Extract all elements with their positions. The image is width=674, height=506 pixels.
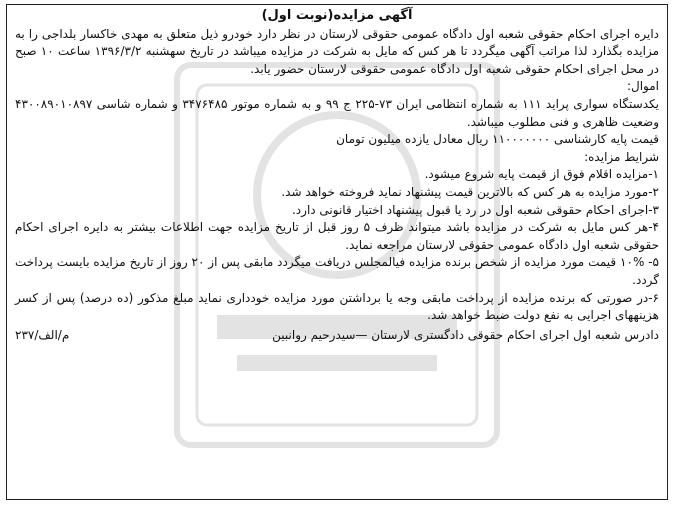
condition-item: ۶-در صورتی که برنده مزایده از پرداخت مابقی وجه یا برداشتن مورد مزایده خودداری نماید مبلغ مذکور (ده درصد) پس از کسر هزینههای اجرایی به نفع دولت ضبط خواهد شد. <box>15 290 659 323</box>
condition-item: ۴-هر کس مایل به شرکت در مزایده باشد میتواند ظرف ۵ روز قبل از تاریخ مزایده جهت اطلاعات بیشتر به دایره اجرای احکام حقوقی شعبه اول دادگاه عمومی حقوقی لارستان مراجعه نماید. <box>15 220 659 252</box>
notice-title: آگهی مزایده(نوبت اول) <box>261 8 413 23</box>
reference-number: م/الف/۲۳۷ <box>15 327 70 342</box>
conditions-heading: شرایط مزایده: <box>584 149 659 164</box>
condition-item: ۳-اجرای احکام حقوقی شعبه اول در رد یا قبول پیشنهاد اختیار قانونی دارد. <box>291 202 659 217</box>
auction-notice <box>6 4 668 500</box>
asset-description: یکدستگاه سواری پراید ۱۱۱ به شماره انتظامی ایران ۷۳-۲۲۵ ج ۹۹ و به شماره موتور ۳۴۷۶۴۸۵ و شماره شاسی ۴۳۰۰۸۹۰۱۰۸۹۷ وضعیت ظاهری و فنی مطلوب میباشد. <box>15 96 659 129</box>
assets-heading: اموال: <box>626 79 659 94</box>
notice-intro: دایره اجرای احکام حقوقی شعبه اول دادگاه عمومی حقوقی لارستان در نظر دارد خودرو ذیل متعلق به مهدی خاکسار بلداجی را به مزایده بگذارد لذا مراتب آگهی میگردد تا هر کس که مایل به شرکت در مزایده میباشد در تاریخ سهشنبه ۱۳۹۶/۳/۲ ساعت ۱۰ صبح در محل اجرای احکام حقوقی شعبه اول دادگاه عمومی حقوقی لارستان حضور یابد. <box>15 26 659 76</box>
condition-item: ۲-مورد مزایده به هر کس که بالاترین قیمت پیشنهاد نماید فروخته خواهد شد. <box>281 184 659 199</box>
condition-item: ۵- ۱۰% قیمت مورد مزایده از شخص برنده مزایده فیالمجلس دریافت میگردد مابقی پس از ۲۰ روز از تاریخ مزایده بایست پرداخت گردد. <box>15 255 659 287</box>
condition-item: ۱-مزایده اقلام فوق از قیمت پایه شروع میشود. <box>424 167 659 182</box>
base-price: قیمت پایه کارشناسی ۱۱۰۰۰۰۰۰۰ ریال معادل یازده میلیون تومان <box>336 132 659 147</box>
signature-line: دادرس شعبه اول اجرای احکام حقوقی دادگستری لارستان —سیدرحیم روانبین <box>272 327 659 342</box>
notice-footer <box>15 327 659 345</box>
